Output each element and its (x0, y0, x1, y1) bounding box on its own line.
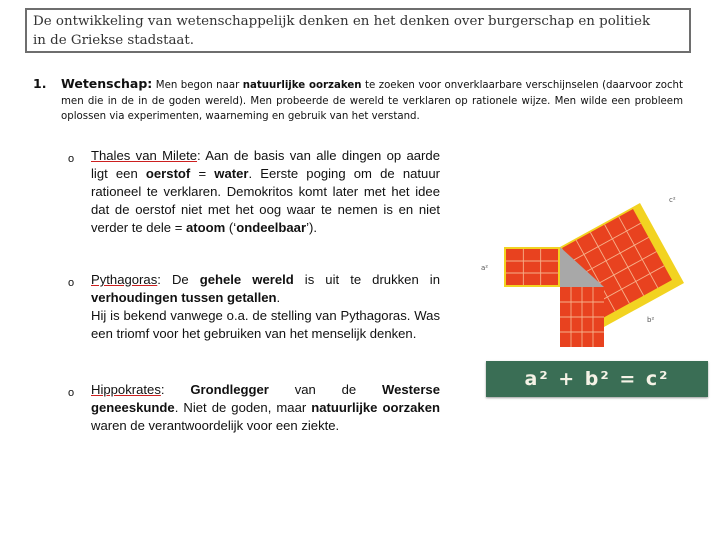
pythagoras-text-4: Hij is bekend vanwege o.a. de stelling van Pythagoras. Was een triomf voor het gebruiken van het menselijk denken. (91, 308, 440, 341)
pythagoras-verhoudingen: verhoudingen tussen getallen (91, 290, 277, 305)
section-text (61, 76, 683, 125)
hippokrates-text-1: : (160, 382, 191, 397)
pythagoras-text-2: is uit te drukken in (293, 272, 440, 287)
thales-text-2: = (190, 166, 215, 181)
thales-name: Thales van Milete (91, 148, 198, 163)
title-line-1: De ontwikkeling van wetenschappelijk denken en het denken over burgerschap en politiek (33, 14, 651, 29)
title-line-2: in de Griekse stadstaat. (33, 32, 195, 48)
hippokrates-natuurlijke-oorzaken: natuurlijke oorzaken (311, 400, 440, 415)
pythagoras-figure (473, 192, 695, 352)
thales-text-3: . Eerste poging om de natuur rationeel te verklaren. Demokritos komt later met het idee dat de oerstof niet met het oog waar te nemen is en niet verder te dele = (91, 166, 440, 235)
section-text-a: Men begon naar (152, 80, 243, 91)
thales-ondeelbaar: ondeelbaar (236, 220, 307, 235)
section-wetenschap (33, 76, 683, 125)
section-label: Wetenschap: (61, 76, 153, 91)
square-b2 (560, 287, 604, 347)
thales-text-5: ’). (306, 220, 317, 235)
hippokrates-geneeskunde: Westerse geneeskunde (91, 382, 440, 415)
bullet-hippokrates-text (91, 381, 440, 435)
thales-text-4: (‘ (225, 220, 237, 235)
section-text-bold: natuurlijke oorzaken (242, 80, 362, 91)
equation-board: a² + b² = c² (486, 361, 708, 397)
bullet-marker: o (68, 387, 75, 399)
bullet-marker: o (68, 153, 75, 165)
label-b2: b² (647, 316, 655, 324)
hippokrates-name: Hippokrates (91, 382, 161, 397)
hippokrates-text-2: van de (268, 382, 382, 397)
thales-water: water (214, 166, 249, 181)
square-a2 (504, 247, 560, 287)
pythagoras-gehele-wereld: gehele wereld (199, 272, 294, 287)
title-box (25, 8, 691, 53)
bullet-marker: o (68, 277, 75, 289)
thales-atoom: atoom (186, 220, 226, 235)
thales-text-1: : Aan de basis van alle dingen op aarde ligt een (91, 148, 440, 181)
label-a2: a² (481, 264, 489, 272)
pythagoras-name: Pythagoras (91, 272, 158, 287)
label-c2: c² (669, 196, 676, 204)
bullet-pythagoras-text (91, 271, 440, 343)
pythagoras-text-3: . (276, 290, 281, 305)
hippokrates-text-4: waren de verantwoordelijk voor een ziekte. (91, 418, 340, 433)
section-number: 1. (33, 76, 47, 91)
bullet-pythagoras (68, 271, 440, 343)
hippokrates-text-3: . Niet de goden, maar (174, 400, 312, 415)
pythagoras-text-1: : De (157, 272, 200, 287)
section-text-c: te zoeken voor onverklaarbare verschijnselen (daarvoor zocht men die in de in de goden wereld). Men probeerde de wereld te verklaren op rationele wijze. Men wilde een probleem oplossen via experimenten, waarneming en gebruik van het verstand. (61, 80, 683, 122)
bullet-thales (68, 147, 440, 237)
bullet-thales-text (91, 147, 440, 237)
thales-oerstof: oerstof (145, 166, 191, 181)
hippokrates-grondlegger: Grondlegger (190, 382, 269, 397)
bullet-hippokrates (68, 381, 440, 435)
